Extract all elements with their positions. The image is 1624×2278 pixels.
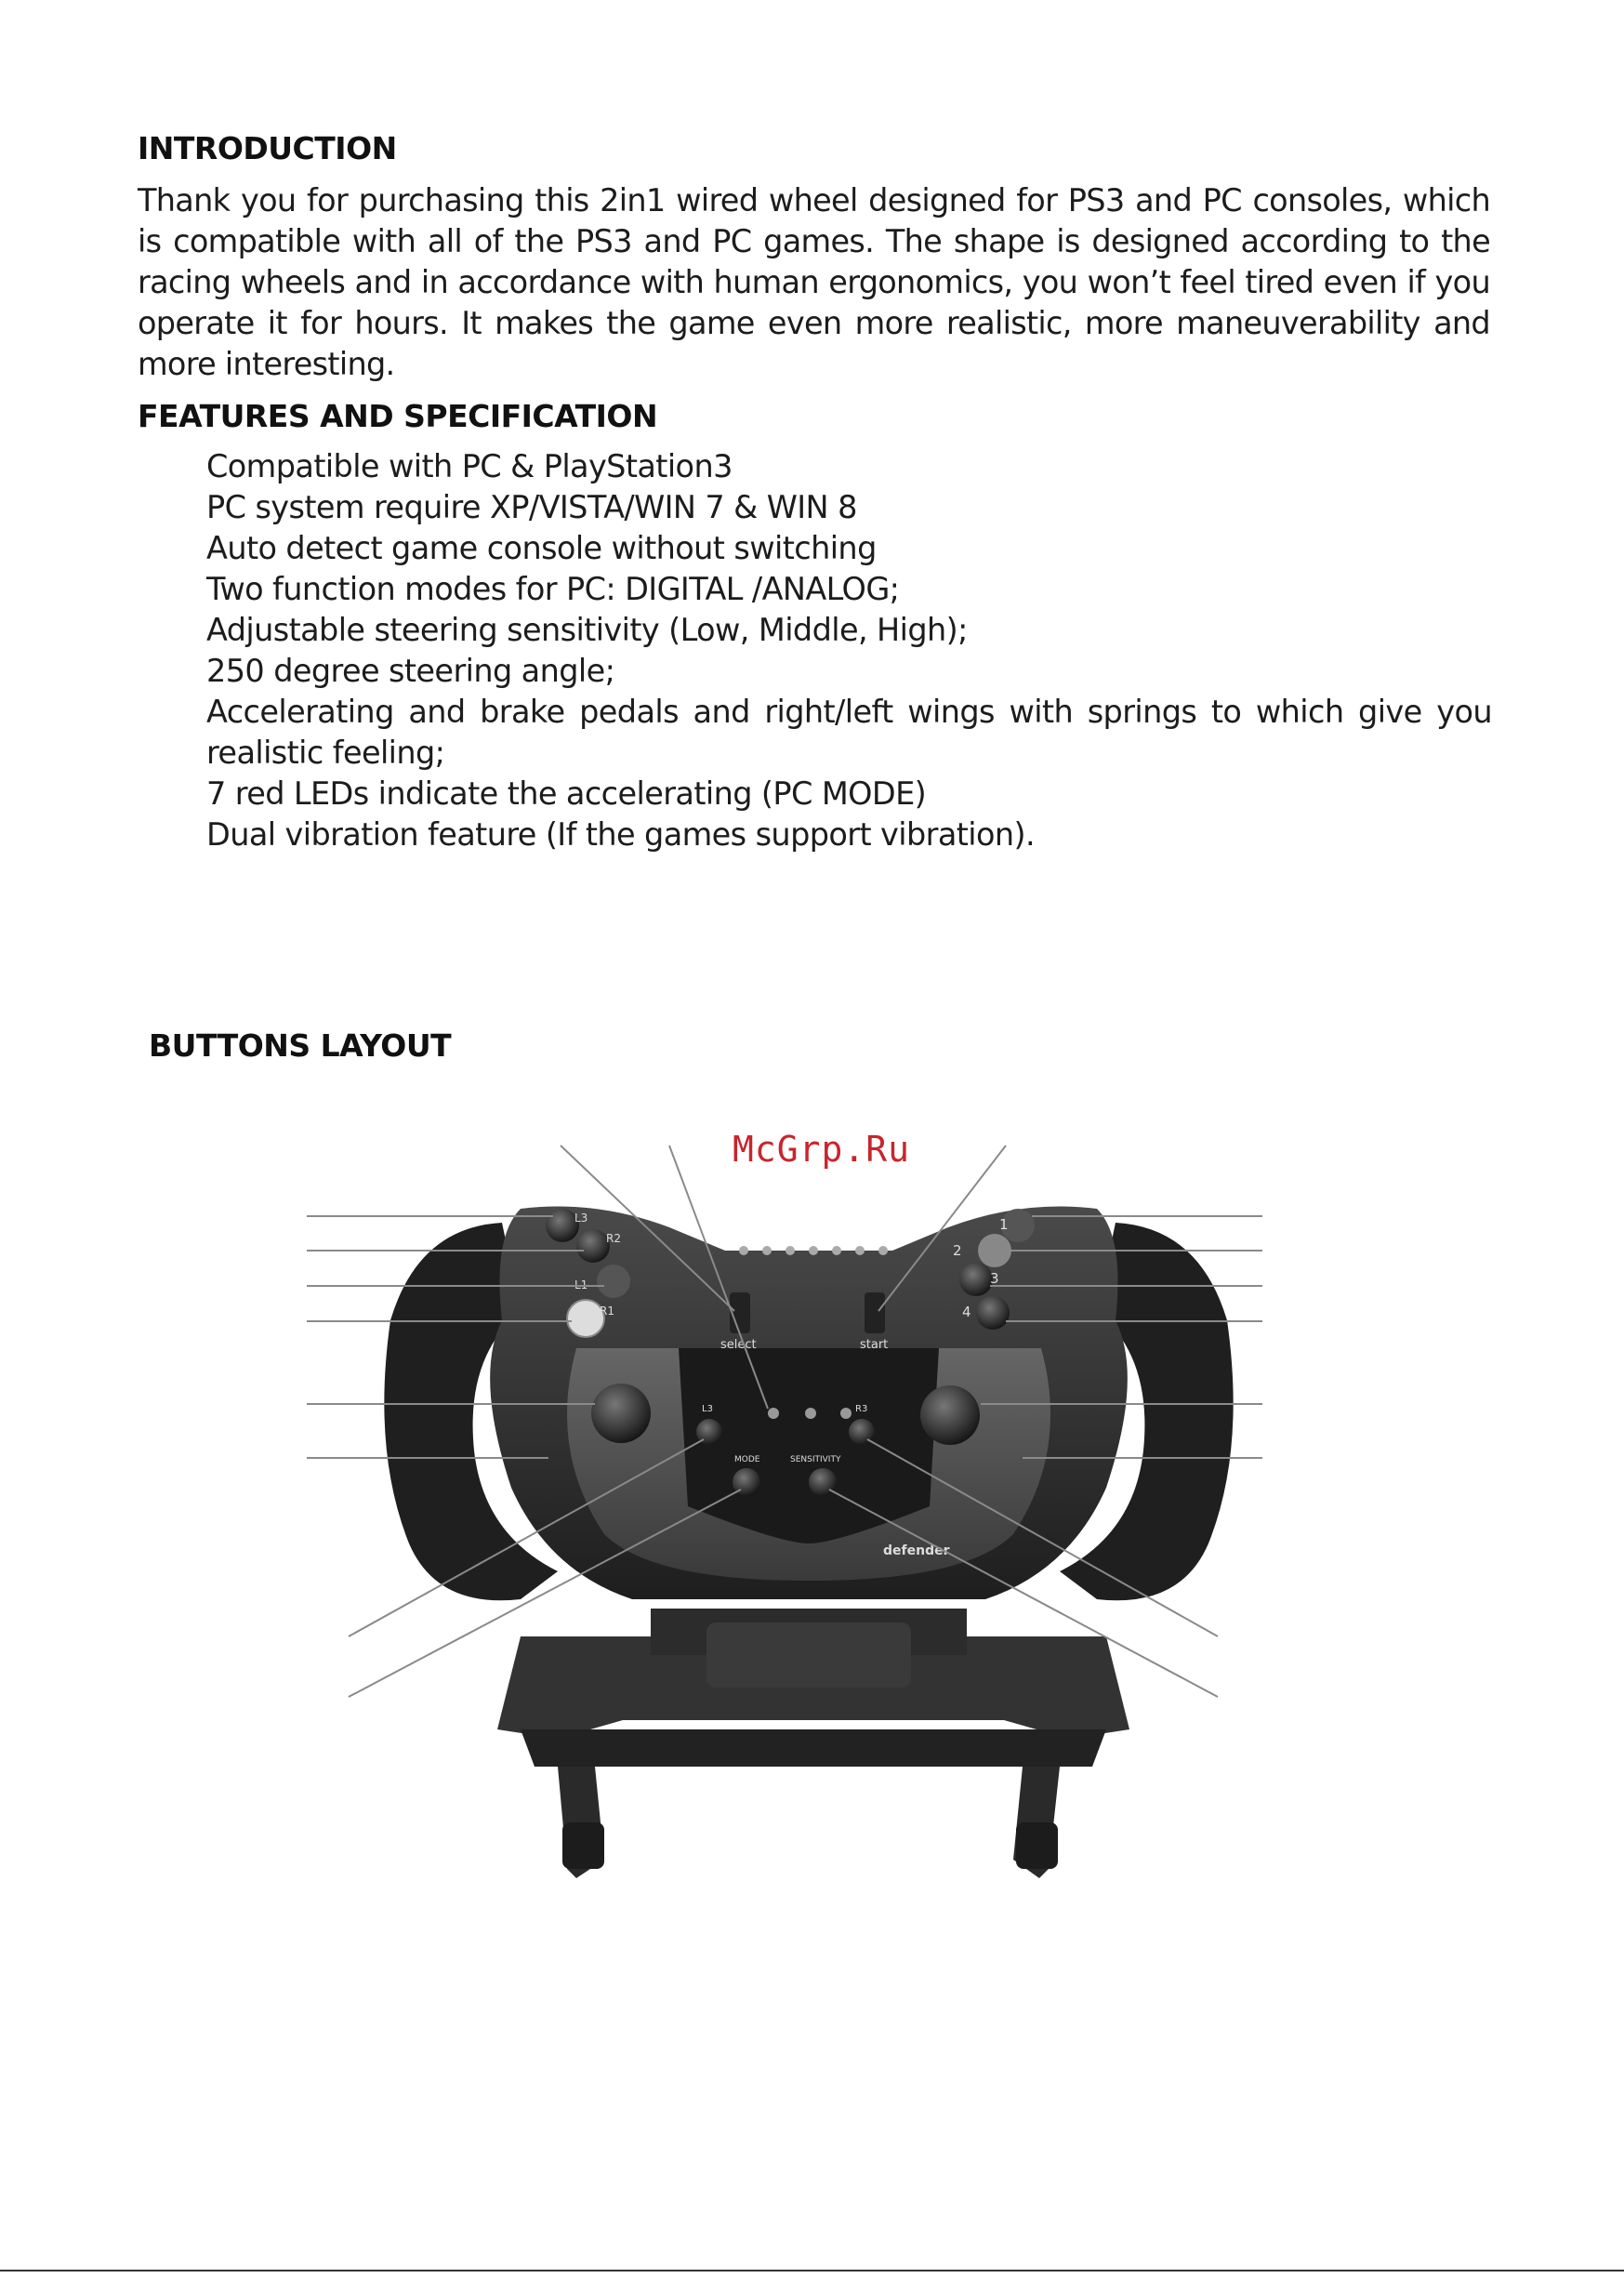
wheel-label-select: select xyxy=(720,1338,757,1352)
wheel-label-3: 3 xyxy=(990,1270,999,1287)
brand-logo-text: defender xyxy=(883,1543,950,1558)
feature-item: 250 degree steering angle; xyxy=(206,653,615,689)
wheel-body xyxy=(490,1207,1128,1600)
feature-item: Compatible with PC & PlayStation3 xyxy=(206,448,733,484)
wheel-label-start: start xyxy=(860,1338,889,1352)
feature-item: Two function modes for PC: DIGITAL /ANALOG; xyxy=(206,571,900,607)
wheel-label-sensitivity: SENSITIVITY xyxy=(790,1455,841,1464)
wheel-label-mode: MODE xyxy=(734,1455,760,1464)
wheel-label-l3: L3 xyxy=(574,1212,588,1225)
wheel-label-l3-center: L3 xyxy=(702,1404,713,1414)
footer-divider xyxy=(0,2270,1624,2271)
buttons-layout-heading: BUTTONS LAYOUT xyxy=(149,1027,452,1064)
wheel-label-r1: R1 xyxy=(600,1305,614,1318)
steering-wheel-illustration xyxy=(0,1097,1624,1934)
feature-item: Adjustable steering sensitivity (Low, Middle, High); xyxy=(206,612,968,648)
feature-item: Dual vibration feature (If the games support vibration). xyxy=(206,816,1036,853)
feature-item: PC system require XP/VISTA/WIN 7 & WIN 8 xyxy=(206,489,857,525)
wheel-base xyxy=(497,1609,1129,1878)
feature-item: Auto detect game console without switching xyxy=(206,530,877,566)
wheel-label-r2: R2 xyxy=(606,1232,621,1245)
wheel-label-4: 4 xyxy=(962,1304,971,1320)
introduction-heading: INTRODUCTION xyxy=(138,130,397,166)
wheel-label-l1: L1 xyxy=(574,1278,588,1291)
feature-item: Accelerating and brake pedals and right/left wings with springs to which give you realistic feeling; xyxy=(206,694,1492,771)
introduction-text: Thank you for purchasing this 2in1 wired wheel designed for PS3 and PC consoles, which is compatible with all of the PS3 and PC games. The shape is designed according to the racing wheels and in accordance with human ergonomics, you won’t feel tired even if you operate it for hours. It makes the game even more realistic, more maneuverability and more interesting. xyxy=(138,182,1490,382)
wheel-label-2: 2 xyxy=(953,1242,962,1259)
wheel-label-1: 1 xyxy=(999,1216,1009,1233)
feature-item: 7 red LEDs indicate the accelerating (PC MODE) xyxy=(206,775,927,812)
features-heading: FEATURES AND SPECIFICATION xyxy=(138,398,658,434)
wheel-label-r3-center: R3 xyxy=(855,1404,868,1414)
watermark-text: McGrp.Ru xyxy=(733,1129,911,1170)
features-list xyxy=(206,446,1492,855)
